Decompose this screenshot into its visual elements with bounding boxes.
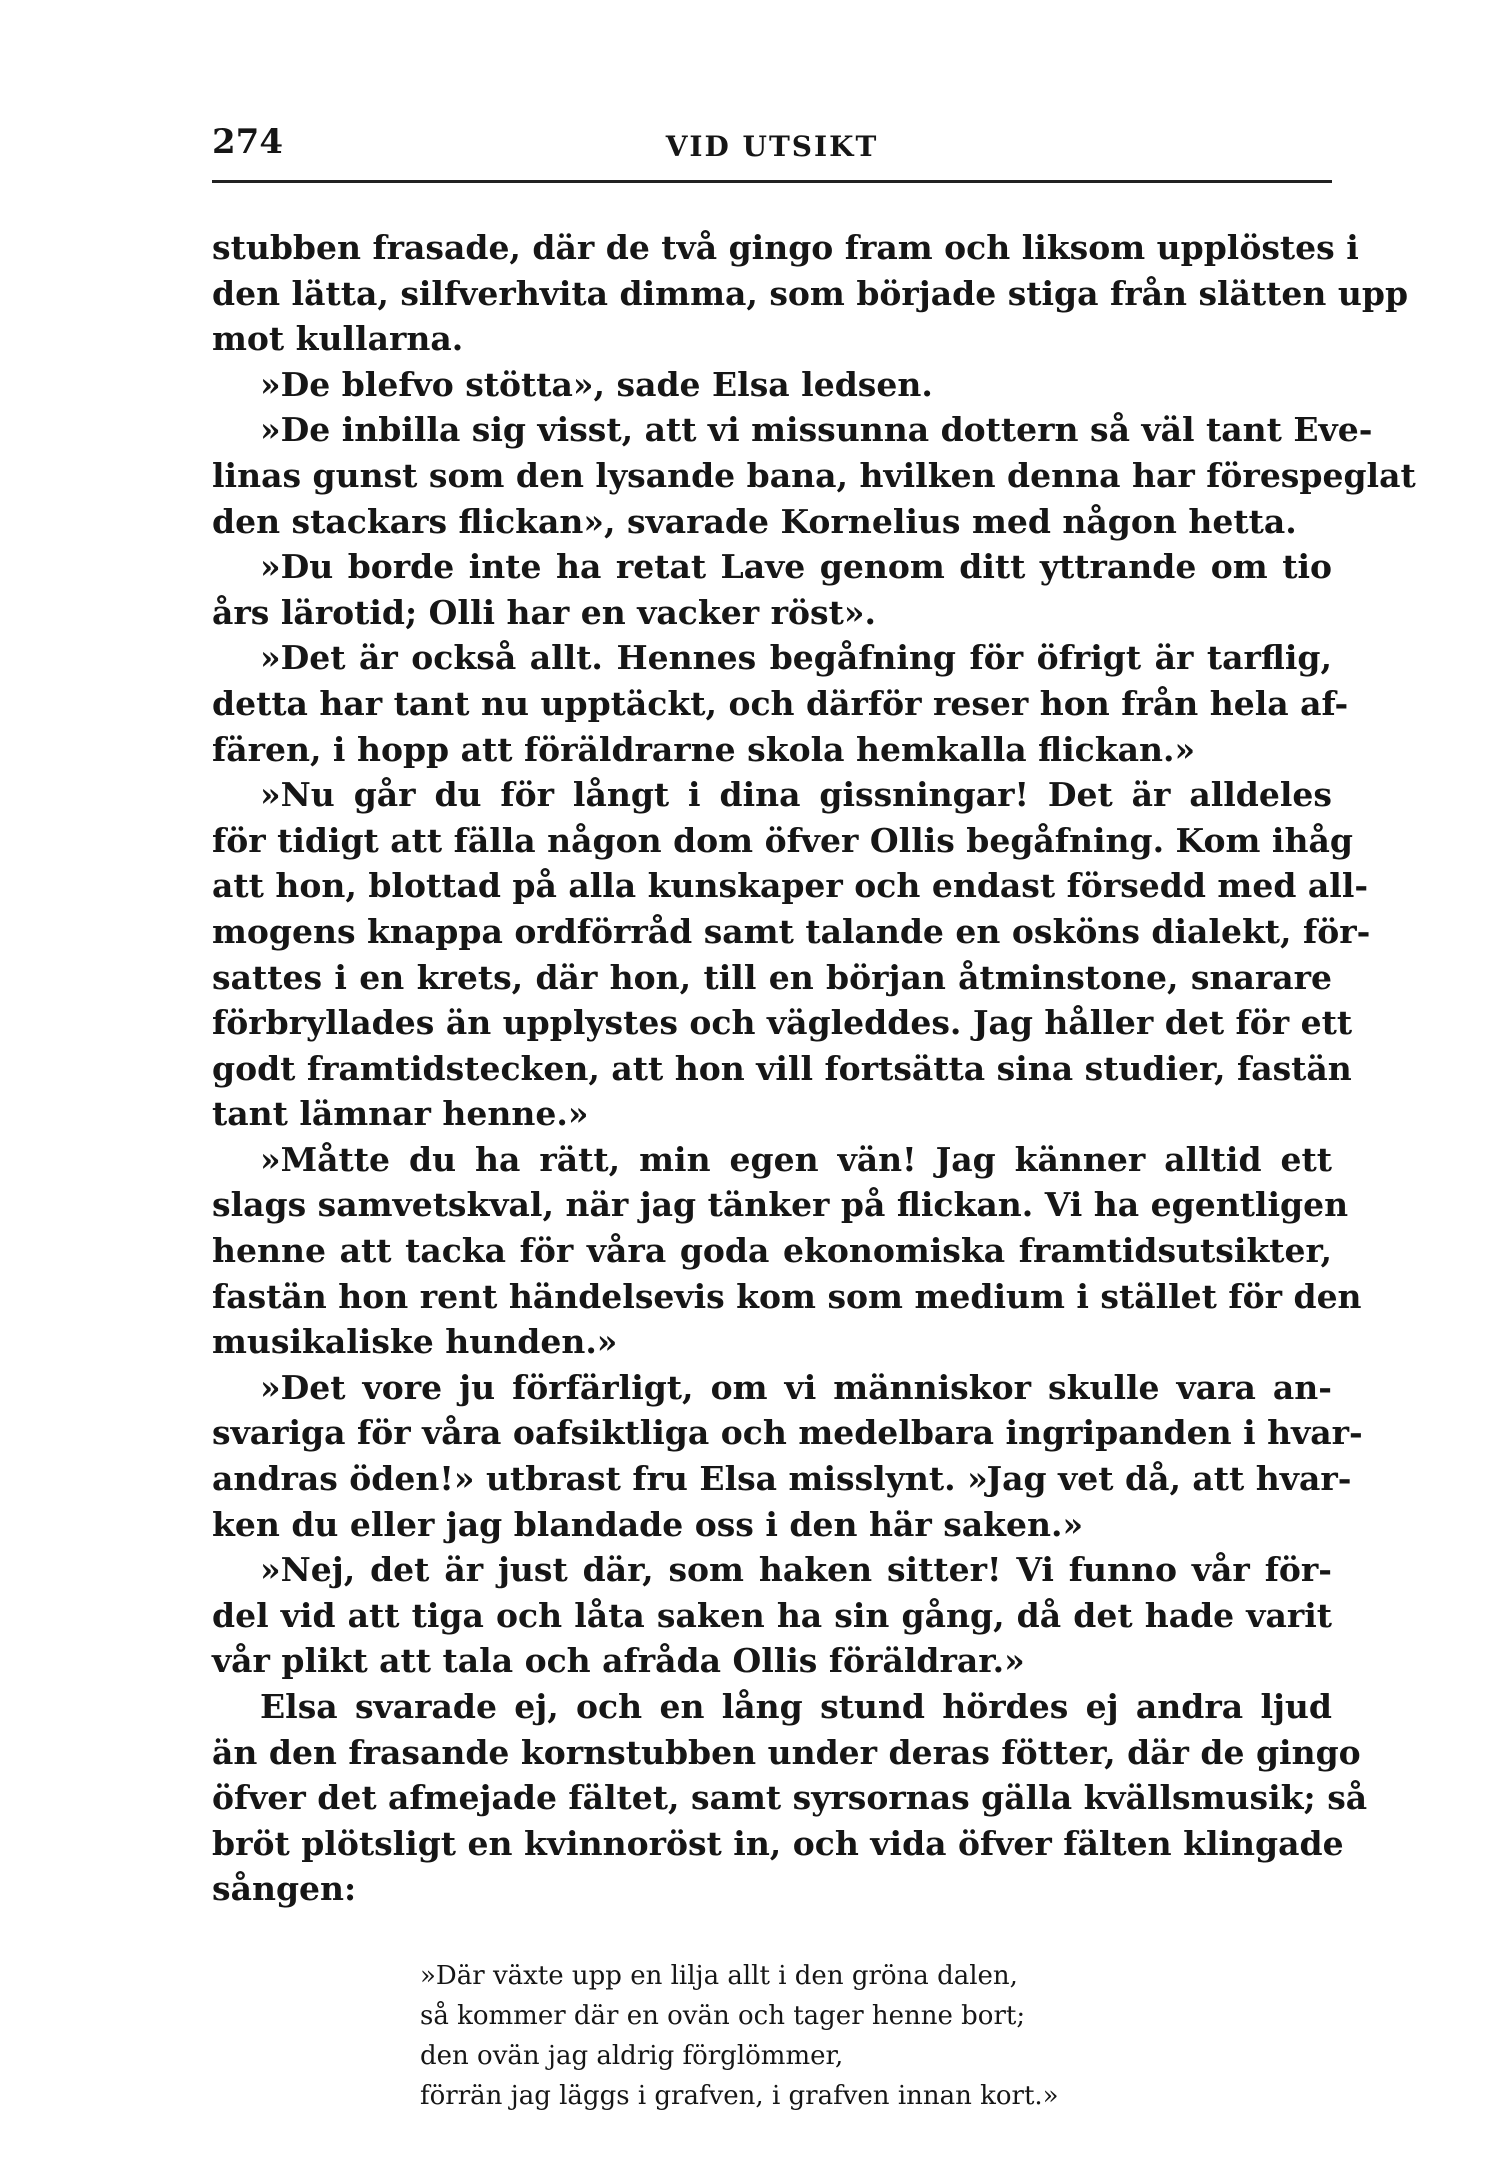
text-line: del vid att tiga och låta saken ha sin gång, då det hade varit: [212, 1595, 1332, 1635]
text-line: att hon, blottad på alla kunskaper och endast försedd med all-: [212, 866, 1369, 906]
text-line: »Nu går du för långt i dina gissningar! Det är alldeles: [260, 775, 1332, 815]
text-line: den stackars flickan», svarade Kornelius med någon hetta.: [212, 501, 1297, 541]
text-line: andras öden!» utbrast fru Elsa misslynt. »Jag vet då, att hvar-: [212, 1459, 1352, 1499]
text-line: mot kullarna.: [212, 319, 464, 359]
verse-stanza: [420, 1956, 1240, 2116]
text-line: års lärotid; Olli har en vacker röst».: [212, 592, 876, 632]
verse-line: så kommer där en ovän och tager henne bort;: [420, 2001, 1026, 2031]
text-line: mogens knappa ordförråd samt talande en osköns dialekt, för-: [212, 911, 1371, 951]
text-line: svariga för våra oafsiktliga och medelbara ingripanden i hvar-: [212, 1413, 1363, 1453]
verse-line: förrän jag läggs i grafven, i grafven innan kort.»: [420, 2081, 1059, 2111]
text-line: vår plikt att tala och afråda Ollis föräldrar.»: [212, 1641, 1025, 1681]
text-line: för tidigt att fälla någon dom öfver Ollis begåfning. Kom ihåg: [212, 820, 1353, 860]
text-line: tant lämnar henne.»: [212, 1094, 589, 1134]
text-line: detta har tant nu upptäckt, och därför reser hon från hela af-: [212, 683, 1349, 723]
text-line: »Du borde inte ha retat Lave genom ditt yttrande om tio: [260, 547, 1332, 587]
text-line: linas gunst som den lysande bana, hvilken denna har förespeglat: [212, 455, 1416, 495]
text-line: »Måtte du ha rätt, min egen vän! Jag känner alltid ett: [260, 1139, 1332, 1179]
body-text: [212, 225, 1416, 1912]
text-line: den lätta, silfverhvita dimma, som började stiga från slätten upp: [212, 273, 1409, 313]
running-title: VID UTSIKT: [665, 130, 879, 163]
header-rule: [212, 180, 1332, 183]
text-line: »Nej, det är just där, som haken sitter! Vi funno vår för-: [260, 1550, 1332, 1590]
text-line: bröt plötsligt en kvinnoröst in, och vida öfver fälten klingade: [212, 1823, 1344, 1863]
text-line: »De blefvo stötta», sade Elsa ledsen.: [260, 364, 933, 404]
text-line: än den frasande kornstubben under deras fötter, där de gingo: [212, 1732, 1361, 1772]
verse-line: »Där växte upp en lilja allt i den gröna dalen,: [420, 1961, 1018, 1991]
text-line: slags samvetskval, när jag tänker på flickan. Vi ha egentligen: [212, 1185, 1349, 1225]
text-line: musikaliske hunden.»: [212, 1322, 618, 1362]
text-line: »De inbilla sig visst, att vi missunna dottern så väl tant Eve-: [260, 410, 1373, 450]
text-line: fastän hon rent händelsevis kom som medium i stället för den: [212, 1276, 1362, 1316]
text-line: »Det är också allt. Hennes begåfning för öfrigt är tarflig,: [260, 638, 1332, 678]
text-line: ken du eller jag blandade oss i den här saken.»: [212, 1504, 1084, 1544]
verse-line: den ovän jag aldrig förglömmer,: [420, 2041, 844, 2071]
text-line: öfver det afmejade fältet, samt syrsornas gälla kvällsmusik; så: [212, 1778, 1368, 1818]
page-number: 274: [212, 122, 283, 162]
text-line: sattes i en krets, där hon, till en början åtminstone, snarare: [212, 957, 1332, 997]
page-header: [212, 122, 1332, 182]
text-line: Elsa svarade ej, och en lång stund hördes ej andra ljud: [260, 1687, 1332, 1726]
text-line: »Det vore ju förfärligt, om vi människor skulle vara an-: [260, 1367, 1332, 1407]
text-line: stubben frasade, där de två gingo fram och liksom upplöstes i: [212, 228, 1359, 267]
text-line: sången:: [212, 1869, 357, 1909]
text-line: henne att tacka för våra goda ekonomiska framtidsutsikter,: [212, 1231, 1332, 1271]
text-line: godt framtidstecken, att hon vill fortsätta sina studier, fastän: [212, 1048, 1352, 1088]
text-line: förbryllades än upplystes och vägleddes. Jag håller det för ett: [212, 1003, 1353, 1043]
text-line: fären, i hopp att föräldrarne skola hemkalla flickan.»: [212, 729, 1196, 769]
